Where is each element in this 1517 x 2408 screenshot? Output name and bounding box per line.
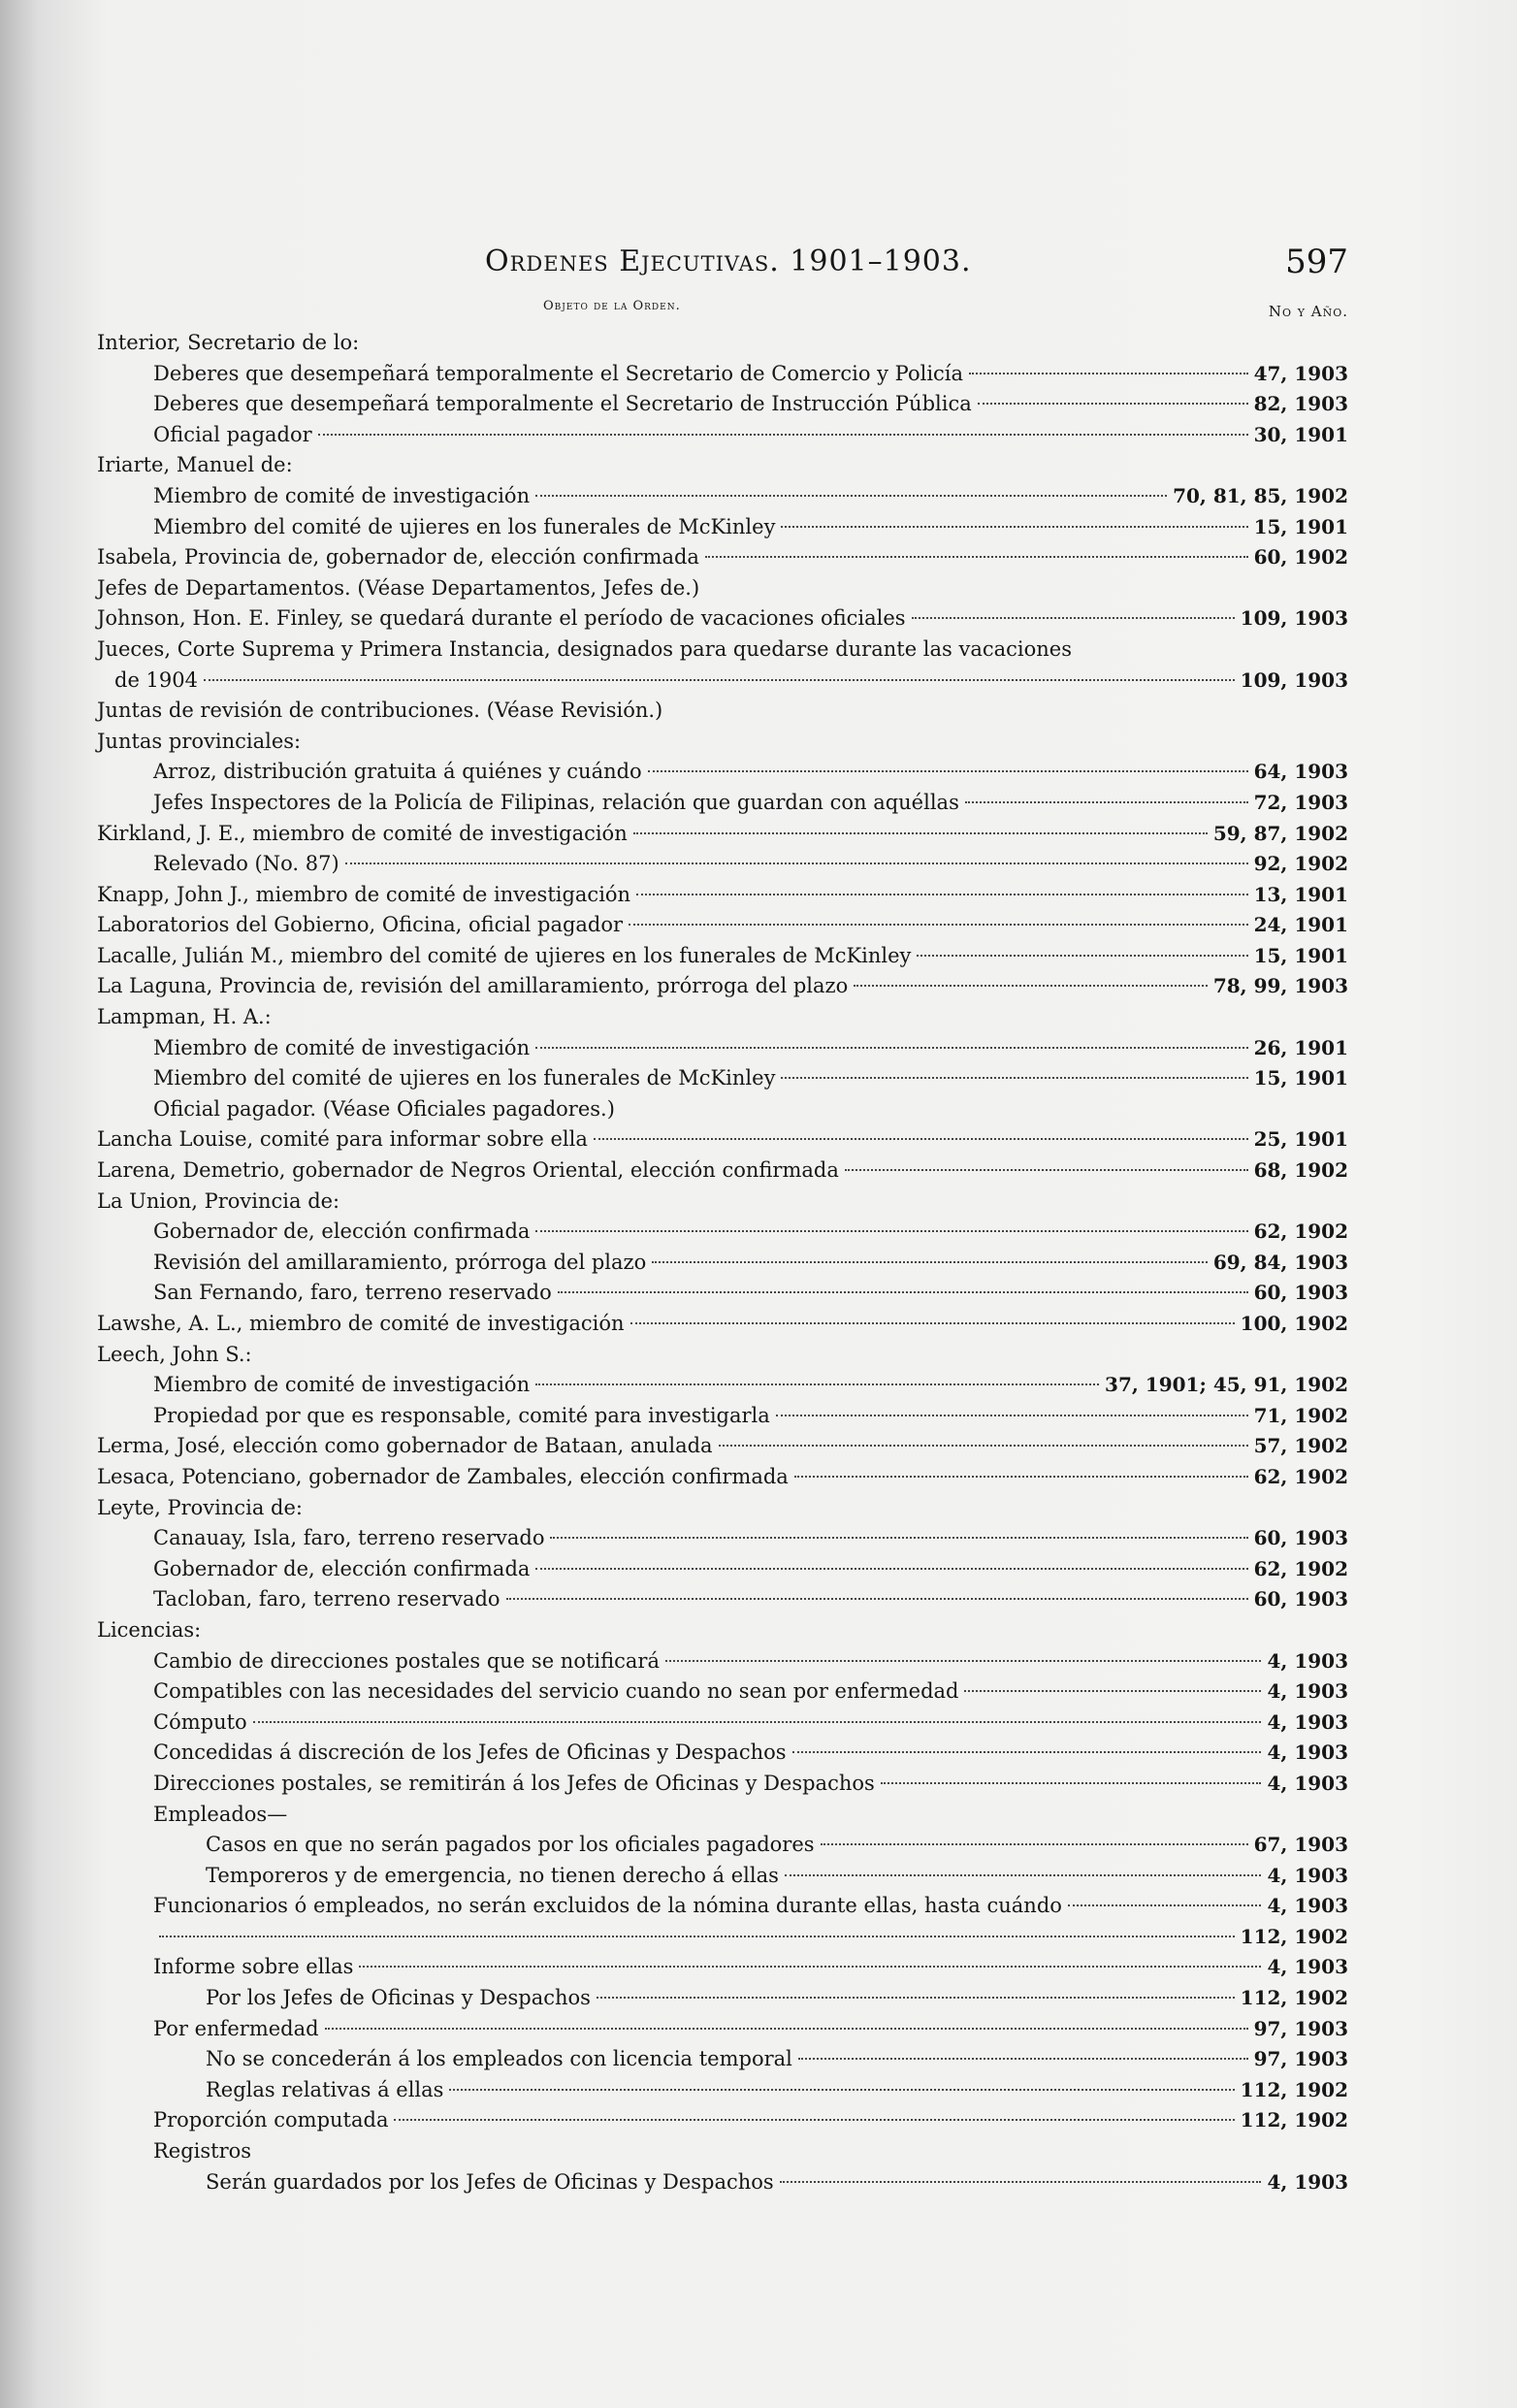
leader-dots (535, 1047, 1247, 1049)
leader-dots (535, 1230, 1247, 1232)
entry-text: La Union, Provincia de: (97, 1188, 340, 1213)
entry-reference: 62, 1902 (1253, 1464, 1348, 1488)
index-entry (97, 727, 1348, 758)
leader-dots (253, 1721, 1262, 1723)
index-entry (97, 2044, 1348, 2075)
leader-dots (204, 679, 1235, 681)
index-entry (97, 1431, 1348, 1462)
leader-dots (345, 862, 1248, 864)
entry-text: San Fernando, faro, terreno reservado (153, 1281, 552, 1305)
index-entry (97, 1340, 1348, 1371)
entry-reference: 4, 1903 (1267, 1771, 1348, 1795)
index-entry (97, 788, 1348, 819)
entry-reference: 112, 1902 (1240, 2077, 1348, 2101)
index-entry (97, 1002, 1348, 1033)
leader-dots (785, 1874, 1262, 1876)
entry-reference: 4, 1903 (1267, 1679, 1348, 1704)
leader-dots (964, 1690, 1261, 1692)
entry-text: Interior, Secretario de lo: (97, 331, 360, 354)
entry-text: Empleados— (153, 1802, 288, 1826)
leader-dots (159, 1936, 1235, 1937)
entry-text: de 1904 (114, 667, 198, 692)
entry-text: Johnson, Hon. E. Finley, se quedará durante el período de vacaciones oficiales (97, 606, 906, 631)
index-entry (97, 1584, 1348, 1615)
entry-reference: 30, 1901 (1253, 422, 1348, 446)
entry-text: Miembro de comité de investigación (153, 1373, 531, 1397)
index-entry (97, 603, 1348, 635)
index-entry (97, 512, 1348, 543)
leader-dots (652, 1261, 1208, 1263)
entry-reference: 72, 1903 (1253, 790, 1348, 814)
index-entry (97, 1615, 1348, 1646)
entry-text: Registros (153, 2139, 252, 2164)
entry-reference: 60, 1903 (1253, 1587, 1348, 1611)
entry-text: Por los Jefes de Oficinas y Despachos (206, 1986, 591, 2010)
entry-text: Jefes Inspectores de la Policía de Filipinas, relación que guardan con aquéllas (153, 790, 959, 814)
index-entry (97, 1493, 1348, 1524)
index-entry (97, 359, 1348, 390)
index-entry (97, 1983, 1348, 2014)
entry-text: Arroz, distribución gratuita á quiénes y cuándo (153, 760, 642, 784)
index-entry (97, 666, 1348, 697)
index-entry (97, 1861, 1348, 1892)
leader-dots (854, 985, 1208, 987)
entry-text: Oficial pagador (153, 422, 312, 446)
leader-dots (912, 617, 1235, 619)
index-entry (97, 1278, 1348, 1309)
entry-reference: 82, 1903 (1253, 392, 1348, 416)
entry-reference: 78, 99, 1903 (1212, 974, 1348, 998)
entry-reference: 67, 1903 (1253, 1833, 1348, 1857)
entry-reference: 92, 1902 (1253, 852, 1348, 876)
entry-text: Lawshe, A. L., miembro de comité de investigación (97, 1312, 625, 1335)
index-entry (97, 389, 1348, 420)
entry-reference: 62, 1902 (1253, 1556, 1348, 1580)
entry-text: Leyte, Provincia de: (97, 1495, 303, 1519)
index-entry (97, 910, 1348, 941)
index-entry (97, 1738, 1348, 1769)
entry-text: Temporeros y de emergencia, no tienen derecho á ellas (206, 1863, 779, 1887)
entry-text: Lerma, José, elección como gobernador de Bataan, anulada (97, 1434, 713, 1458)
entry-text: Kirkland, J. E., miembro de comité de investigación (97, 821, 628, 845)
entry-text: Miembro del comité de ujieres en los funerales de McKinley (153, 514, 776, 538)
index-entry (97, 1676, 1348, 1708)
entry-text: Direcciones postales, se remitirán á los Jefes de Oficinas y Despachos (153, 1771, 875, 1795)
entry-text: Deberes que desempeñará temporalmente el Secretario de Instrucción Pública (153, 392, 972, 416)
entry-text: Larena, Demetrio, gobernador de Negros Oriental, elección confirmada (97, 1158, 839, 1183)
index-entry (97, 1646, 1348, 1677)
entry-reference: 97, 1903 (1253, 2047, 1348, 2071)
leader-dots (506, 1598, 1248, 1600)
entry-reference: 112, 1902 (1240, 1986, 1348, 2010)
entry-reference: 13, 1901 (1253, 882, 1348, 906)
entry-reference: 112, 1902 (1240, 2108, 1348, 2132)
index-entry (97, 420, 1348, 451)
page-number: 597 (1285, 243, 1348, 281)
index-entry (97, 1523, 1348, 1554)
entry-reference: 15, 1901 (1253, 1066, 1348, 1090)
entry-text: No se concederán á los empleados con licencia temporal (206, 2047, 792, 2071)
running-head (97, 233, 1348, 301)
index-entry (97, 1830, 1348, 1861)
entry-text: Juntas de revisión de contribuciones. (Véase Revisión.) (97, 699, 663, 723)
leader-dots (881, 1782, 1262, 1784)
entry-reference: 15, 1901 (1253, 943, 1348, 967)
entry-reference: 69, 84, 1903 (1212, 1250, 1348, 1274)
leader-dots (633, 832, 1208, 834)
entry-text: Gobernador de, elección confirmada (153, 1220, 531, 1244)
leader-dots (594, 1138, 1248, 1140)
entry-reference: 4, 1903 (1267, 2169, 1348, 2194)
entry-text: Laboratorios del Gobierno, Oficina, oficial pagador (97, 913, 624, 937)
entry-reference: 62, 1902 (1253, 1220, 1348, 1244)
entry-text: Miembro de comité de investigación (153, 483, 531, 507)
leader-dots (629, 924, 1248, 926)
entry-reference: 24, 1901 (1253, 913, 1348, 937)
entry-text: Reglas relativas á ellas (206, 2077, 444, 2101)
leader-dots (719, 1445, 1248, 1447)
index-entry (97, 1922, 1348, 1953)
leader-dots (792, 1751, 1262, 1753)
entry-reference: 97, 1903 (1253, 2016, 1348, 2040)
leader-dots (394, 2119, 1234, 2121)
entry-text: Cambio de direcciones postales que se notificará (153, 1648, 660, 1673)
entry-text: Proporción computada (153, 2108, 389, 2132)
entry-text: Lampman, H. A.: (97, 1005, 272, 1029)
index-entry (97, 1155, 1348, 1187)
entry-text: Gobernador de, elección confirmada (153, 1556, 531, 1580)
leader-dots (781, 1077, 1247, 1079)
index-entry (97, 1309, 1348, 1340)
entry-reference: 47, 1903 (1253, 361, 1348, 385)
entry-reference: 57, 1902 (1253, 1434, 1348, 1458)
entry-text: Por enfermedad (153, 2016, 319, 2040)
entry-text: Serán guardados por los Jefes de Oficinas y Despachos (206, 2169, 774, 2194)
leader-dots (630, 1322, 1235, 1324)
entry-reference: 59, 87, 1902 (1212, 821, 1348, 845)
leader-dots (665, 1660, 1262, 1662)
leader-dots (550, 1537, 1247, 1539)
leader-dots (965, 801, 1248, 803)
entry-text: La Laguna, Provincia de, revisión del amillaramiento, prórroga del plazo (97, 974, 849, 998)
index-entry (97, 1952, 1348, 1983)
leader-dots (648, 770, 1248, 772)
entry-text: Tacloban, faro, terreno reservado (153, 1587, 500, 1611)
column-headings (97, 301, 1348, 328)
entry-text: Cómputo (153, 1709, 247, 1734)
entry-text: Miembro de comité de investigación (153, 1035, 531, 1059)
entry-text: Lacalle, Julián M., miembro del comité de ujieres en los funerales de McKinley (97, 943, 912, 967)
leader-dots (780, 2181, 1262, 2183)
leader-dots (705, 556, 1248, 558)
index-entry (97, 1708, 1348, 1739)
leader-dots (318, 434, 1248, 436)
index-entry (97, 1063, 1348, 1094)
leader-dots (776, 1415, 1248, 1416)
entry-reference: 4, 1903 (1267, 1648, 1348, 1673)
entry-reference: 4, 1903 (1267, 1741, 1348, 1765)
entry-text: Canauay, Isla, faro, terreno reservado (153, 1526, 545, 1550)
entry-text: Concedidas á discreción de los Jefes de Oficinas y Despachos (153, 1741, 787, 1765)
entry-text: Knapp, John J., miembro de comité de investigación (97, 882, 631, 906)
leader-dots (636, 894, 1247, 895)
entry-text: Licencias: (97, 1617, 202, 1642)
entry-reference: 100, 1902 (1240, 1312, 1348, 1335)
index-entry (97, 1033, 1348, 1064)
entry-reference: 60, 1903 (1253, 1281, 1348, 1305)
index-entry (97, 941, 1348, 972)
entry-reference: 4, 1903 (1267, 1955, 1348, 1979)
index-entry (97, 971, 1348, 1002)
leader-dots (845, 1169, 1248, 1171)
subject-column-heading: Objeto de la Orden. (543, 299, 681, 313)
entry-reference: 64, 1903 (1253, 760, 1348, 784)
entry-text: Jueces, Corte Suprema y Primera Instancia, designados para quedarse durante las vacaciones (97, 636, 1072, 661)
index-entry (97, 481, 1348, 512)
leader-dots (1068, 1904, 1262, 1906)
index-content (97, 233, 1348, 2197)
entry-reference: 37, 1901; 45, 91, 1902 (1105, 1373, 1348, 1397)
leader-dots (798, 2058, 1248, 2060)
index-entry (97, 2014, 1348, 2045)
index-entry (97, 2105, 1348, 2136)
leader-dots (359, 1966, 1261, 1968)
entry-reference: 15, 1901 (1253, 514, 1348, 538)
leader-dots (558, 1291, 1248, 1293)
leader-dots (597, 1997, 1235, 1999)
entry-text: Iriarte, Manuel de: (97, 453, 293, 477)
leader-dots (325, 2028, 1248, 2030)
entry-reference: 109, 1903 (1240, 606, 1348, 631)
entry-text: Lesaca, Potenciano, gobernador de Zambales, elección confirmada (97, 1464, 789, 1488)
leader-dots (917, 955, 1247, 957)
index-entry (97, 1401, 1348, 1432)
entry-reference: 4, 1903 (1267, 1894, 1348, 1918)
index-entry (97, 1248, 1348, 1279)
index-entry (97, 1370, 1348, 1401)
index-entry (97, 1769, 1348, 1800)
entry-text: Jefes de Departamentos. (Véase Departamentos, Jefes de.) (97, 575, 700, 600)
entry-reference: 25, 1901 (1253, 1127, 1348, 1152)
leader-dots (794, 1476, 1248, 1478)
index-entry (97, 573, 1348, 604)
entry-text: Lancha Louise, comité para informar sobre ella (97, 1127, 588, 1152)
index-entry (97, 1554, 1348, 1585)
index-entry (97, 542, 1348, 573)
leader-dots (969, 373, 1248, 374)
index-entry (97, 1462, 1348, 1493)
entry-text: Deberes que desempeñará temporalmente el Secretario de Comercio y Policía (153, 361, 964, 385)
leader-dots (535, 495, 1167, 497)
entry-reference: 60, 1903 (1253, 1526, 1348, 1550)
leader-dots (978, 403, 1248, 405)
index-entry (97, 819, 1348, 850)
index-entry (97, 2075, 1348, 2106)
entry-text: Casos en que no serán pagados por los oficiales pagadores (206, 1833, 815, 1857)
entry-text: Miembro del comité de ujieres en los funerales de McKinley (153, 1066, 776, 1090)
leader-dots (449, 2089, 1234, 2091)
entry-text: Isabela, Provincia de, gobernador de, elección confirmada (97, 545, 699, 569)
entry-text: Funcionarios ó empleados, no serán excluidos de la nómina durante ellas, hasta cuándo (153, 1894, 1062, 1918)
entry-text: Relevado (No. 87) (153, 852, 339, 876)
index-entry (97, 635, 1348, 666)
index-entry (97, 1800, 1348, 1831)
index-entry (97, 2167, 1348, 2198)
entry-reference: 70, 81, 85, 1902 (1173, 483, 1348, 507)
leader-dots (821, 1843, 1248, 1845)
index-entry (97, 1094, 1348, 1125)
entry-text: Revisión del amillaramiento, prórroga del plazo (153, 1250, 647, 1274)
index-entry (97, 1217, 1348, 1248)
index-entry (97, 880, 1348, 911)
entry-reference: 71, 1902 (1253, 1403, 1348, 1427)
entry-text: Compatibles con las necesidades del servicio cuando no sean por enfermedad (153, 1679, 959, 1704)
leader-dots (781, 526, 1247, 528)
index-entry (97, 2136, 1348, 2167)
leader-dots (535, 1383, 1099, 1385)
leader-dots (535, 1568, 1247, 1570)
entry-text: Leech, John S.: (97, 1342, 252, 1366)
entry-reference: 26, 1901 (1253, 1035, 1348, 1059)
index-entry (97, 696, 1348, 727)
entry-reference: 112, 1902 (1240, 1924, 1348, 1948)
index-entries (97, 328, 1348, 2197)
entry-text: Propiedad por que es responsable, comité para investigarla (153, 1403, 770, 1427)
index-entry (97, 1187, 1348, 1218)
entry-reference: 109, 1903 (1240, 667, 1348, 692)
entry-reference: 60, 1902 (1253, 545, 1348, 569)
entry-text: Juntas provinciales: (97, 729, 302, 753)
index-entry (97, 328, 1348, 359)
running-title: Ordenes Ejecutivas. 1901–1903. (485, 244, 972, 278)
index-entry (97, 849, 1348, 880)
entry-text: Oficial pagador. (Véase Oficiales pagadores.) (153, 1096, 615, 1121)
entry-reference: 4, 1903 (1267, 1863, 1348, 1887)
index-entry (97, 1124, 1348, 1155)
number-column-heading: No y Año. (1268, 303, 1348, 320)
entry-text: Informe sobre ellas (153, 1955, 354, 1979)
entry-reference: 68, 1902 (1253, 1158, 1348, 1183)
index-entry (97, 450, 1348, 481)
index-entry (97, 757, 1348, 788)
entry-reference: 4, 1903 (1267, 1709, 1348, 1734)
index-entry (97, 1891, 1348, 1922)
